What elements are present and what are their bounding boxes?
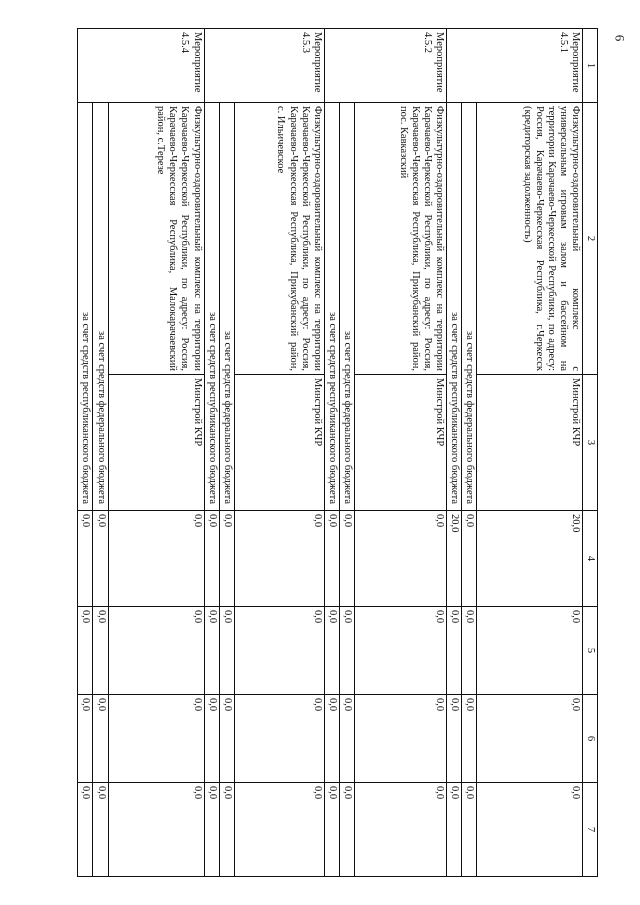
value-cell: 0,0 — [78, 607, 93, 695]
executor-cell: Минстрой КЧР — [476, 375, 582, 511]
value-cell: 0,0 — [93, 695, 108, 783]
header-cell: 2 — [582, 103, 597, 375]
fund-label-cell: за счет средств республиканского бюджета — [204, 103, 219, 511]
value-cell: 0,0 — [354, 695, 446, 783]
event-cell: Мероприятие 4.5.4 — [78, 29, 204, 103]
value-cell: 0,0 — [108, 511, 204, 607]
event-cell: Мероприятие 4.5.3 — [204, 29, 324, 103]
value-cell: 0,0 — [219, 511, 234, 607]
object-name-cell: Физкультурно-оздоровительный комплекс на территории Карачаево-Черкесской Республики, по адресу: Россия, Карачаево-Черкесская Республика, Прикубанский район, пос. Кавказский — [354, 103, 446, 375]
executor-cell: Минстрой КЧР — [108, 375, 204, 511]
rotated-table-container — [80, 28, 598, 876]
object-name-cell: Физкультурно-оздоровительный комплекс с универсальным игровым залом и бассейном на территории Карачаево-Черкесской Республики, по адресу: Россия, Карачаево-Черкесская Республика, г.Черкесск (кредиторская задолженность) — [476, 103, 582, 375]
fund-label-cell: за счет средств федерального бюджета — [461, 103, 476, 511]
page-number: 6 — [611, 34, 627, 42]
value-cell: 0,0 — [204, 607, 219, 695]
header-cell: 6 — [582, 695, 597, 783]
value-cell: 0,0 — [78, 511, 93, 607]
table-row — [234, 29, 324, 877]
header-cell: 3 — [582, 375, 597, 511]
value-cell: 0,0 — [78, 783, 93, 877]
table-row — [219, 29, 234, 877]
header-cell: 4 — [582, 511, 597, 607]
value-cell: 0,0 — [354, 607, 446, 695]
value-cell: 0,0 — [204, 511, 219, 607]
value-cell: 0,0 — [339, 783, 354, 877]
value-cell: 0,0 — [93, 783, 108, 877]
value-cell: 0,0 — [446, 607, 461, 695]
table-row — [324, 29, 339, 877]
value-cell: 20,0 — [446, 511, 461, 607]
value-cell: 0,0 — [476, 607, 582, 695]
value-cell: 0,0 — [78, 695, 93, 783]
table-row — [93, 29, 108, 877]
header-cell: 7 — [582, 783, 597, 877]
value-cell: 0,0 — [461, 511, 476, 607]
table-row — [339, 29, 354, 877]
table-header-row — [582, 29, 597, 877]
object-name-cell: Физкультурно-оздоровительный комплекс на территории Карачаево-Черкесской Республики, по адресу: Россия, Карачаево-Черкесская Республика, Прикубанский район, с. Ильичевское — [234, 103, 324, 375]
fund-label-cell: за счет средств республиканского бюджета — [78, 103, 93, 511]
value-cell: 0,0 — [339, 511, 354, 607]
value-cell: 0,0 — [461, 695, 476, 783]
value-cell: 0,0 — [93, 607, 108, 695]
fund-label-cell: за счет средств федерального бюджета — [339, 103, 354, 511]
value-cell: 0,0 — [324, 511, 339, 607]
value-cell: 0,0 — [204, 695, 219, 783]
header-cell: 5 — [582, 607, 597, 695]
value-cell: 0,0 — [234, 695, 324, 783]
value-cell: 0,0 — [354, 511, 446, 607]
table-row — [78, 29, 93, 877]
program-table — [77, 28, 598, 877]
value-cell: 0,0 — [234, 607, 324, 695]
value-cell: 0,0 — [219, 695, 234, 783]
fund-label-cell: за счет средств федерального бюджета — [93, 103, 108, 511]
executor-cell: Минстрой КЧР — [234, 375, 324, 511]
header-cell: 1 — [582, 29, 597, 103]
object-name-cell: Физкультурно-оздоровительный комплекс на территории Карачаево-Черкесской Республики, по адресу: Россия, Карачаево-Черкесская Республика, Малокарачаевский район, с.Терезе — [108, 103, 204, 375]
value-cell: 0,0 — [339, 695, 354, 783]
value-cell: 0,0 — [476, 783, 582, 877]
table-row — [108, 29, 204, 877]
value-cell: 0,0 — [446, 783, 461, 877]
fund-label-cell: за счет средств республиканского бюджета — [324, 103, 339, 511]
value-cell: 0,0 — [108, 695, 204, 783]
table-row — [476, 29, 582, 877]
value-cell: 20,0 — [476, 511, 582, 607]
value-cell: 0,0 — [461, 607, 476, 695]
fund-label-cell: за счет средств республиканского бюджета — [446, 103, 461, 511]
value-cell: 0,0 — [324, 783, 339, 877]
value-cell: 0,0 — [219, 607, 234, 695]
event-cell: Мероприятие 4.5.1 — [446, 29, 582, 103]
value-cell: 0,0 — [324, 695, 339, 783]
table-row — [204, 29, 219, 877]
value-cell: 0,0 — [324, 607, 339, 695]
value-cell: 0,0 — [108, 783, 204, 877]
executor-cell: Минстрой КЧР — [354, 375, 446, 511]
value-cell: 0,0 — [476, 695, 582, 783]
value-cell: 0,0 — [234, 783, 324, 877]
table-row — [446, 29, 461, 877]
value-cell: 0,0 — [354, 783, 446, 877]
value-cell: 0,0 — [234, 511, 324, 607]
value-cell: 0,0 — [461, 783, 476, 877]
fund-label-cell: за счет средств федерального бюджета — [219, 103, 234, 511]
value-cell: 0,0 — [446, 695, 461, 783]
value-cell: 0,0 — [219, 783, 234, 877]
event-cell: Мероприятие 4.5.2 — [324, 29, 446, 103]
value-cell: 0,0 — [108, 607, 204, 695]
table-row — [354, 29, 446, 877]
table-row — [461, 29, 476, 877]
value-cell: 0,0 — [204, 783, 219, 877]
value-cell: 0,0 — [93, 511, 108, 607]
value-cell: 0,0 — [339, 607, 354, 695]
